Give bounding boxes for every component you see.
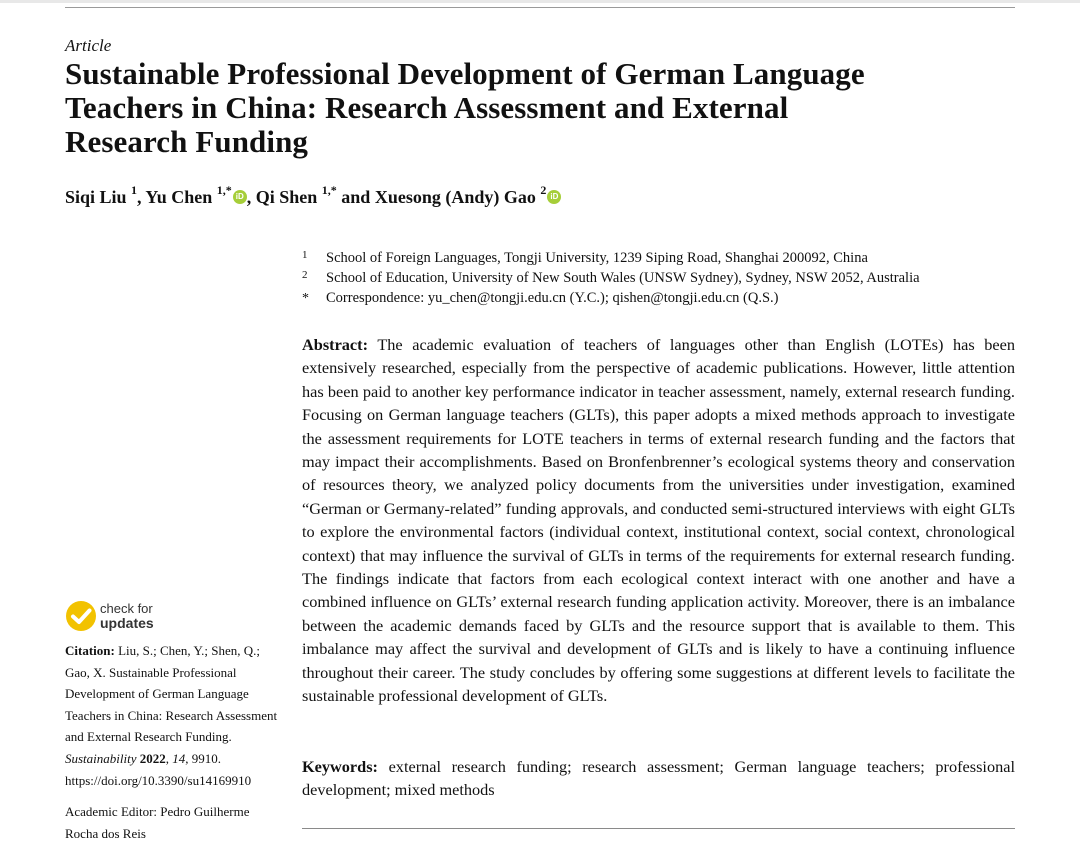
correspondence-text[interactable]: Correspondence: yu_chen@tongji.edu.cn (Y.C.); qishen@tongji.edu.cn (Q.S.) — [326, 290, 779, 306]
title-line: Sustainable Professional Development of German Language — [65, 56, 865, 91]
keywords-label: Keywords: — [302, 757, 378, 776]
author-name[interactable]: Yu Chen — [145, 187, 213, 207]
citation-volume: 14 — [172, 750, 186, 766]
author-affiliation-mark: 1,* — [321, 183, 337, 197]
citation-block: Citation: Liu, S.; Chen, Y.; Shen, Q.; Gao, X. Sustainable Professional Development of German Language Teachers in China: Research Assessment and External Research Funding. Sustainability 2022, 14, 9910. https://doi.org/10.3390/su14169910 — [65, 643, 278, 788]
citation-label: Citation: — [65, 643, 115, 658]
abstract-label: Abstract: — [302, 335, 369, 354]
affiliation-item — [302, 268, 920, 288]
author-separator: , — [246, 187, 256, 207]
citation-journal: Sustainability — [65, 750, 137, 766]
affiliation-mark: 2 — [302, 269, 308, 281]
affiliation-item — [302, 248, 920, 268]
keywords — [302, 755, 1015, 802]
affiliation-text: School of Education, University of New South Wales (UNSW Sydney), Sydney, NSW 2052, Australia — [326, 270, 920, 286]
author-name[interactable]: Xuesong (Andy) Gao — [374, 187, 536, 207]
author-separator: and — [336, 187, 375, 207]
orcid-icon[interactable]: iD — [233, 190, 247, 204]
keywords-text: external research funding; research assessment; German language teachers; professional development; mixed methods — [302, 757, 1015, 800]
paper-title — [65, 57, 1005, 159]
doi-link[interactable]: https://doi.org/10.3390/su14169910 — [65, 772, 252, 788]
author-affiliation-mark: 1,* — [216, 183, 232, 197]
article-type: Article — [65, 36, 112, 55]
affiliation-mark: 1 — [302, 249, 308, 261]
academic-editor: Academic Editor: Pedro Guilherme Rocha dos Reis — [65, 804, 250, 841]
author-name[interactable]: Siqi Liu — [65, 187, 127, 207]
affiliation-list — [302, 248, 920, 310]
header-rule — [65, 7, 1015, 8]
page-edge — [0, 0, 1080, 3]
author-affiliation-mark: 1 — [131, 183, 138, 197]
title-line: Teachers in China: Research Assessment and External — [65, 90, 789, 125]
author-affiliation-mark: 2 — [540, 183, 547, 197]
section-rule — [302, 828, 1015, 829]
check-updates-icon — [65, 600, 97, 632]
check-updates-text — [100, 602, 154, 630]
citation-text: Liu, S.; Chen, Y.; Shen, Q.; Gao, X. Sustainable Professional Development of German Language Teachers in China: Research Assessment and External Research Funding. — [65, 643, 278, 745]
affiliation-text: School of Foreign Languages, Tongji University, 1239 Siping Road, Shanghai 200092, China — [326, 250, 868, 266]
check-updates-line1: check for — [100, 601, 153, 616]
abstract-text: The academic evaluation of teachers of languages other than English (LOTEs) has been extensively researched, especially from the perspective of academic publications. However, little attention has been paid to another key performance indicator in teacher assessment, namely, external research funding. Focusing on German language teachers (GLTs), this paper adopts a mixed methods approach to investigate the assessment requirements for LOTE teachers in terms of external research funding and the factors that may impact their accomplishments. Based on Bronfenbrenner’s ecological systems theory and conservation of resources theory, we analyzed policy documents from the universities under investigation, examined “German or Germany-related” funding approvals, and conducted semi-structured interviews with eight GLTs to explore the environmental factors (individual context, institutional context, social context, chronological context) that may influence the survival of GLTs in terms of the requirements for external research funding. The findings indicate that factors from each ecological context interact with one another and have a combined influence on GLTs’ external research funding application activity. Moreover, there is an imbalance between the academic demands faced by GLTs and the resource support that is available to them. This imbalance may affect the survival and development of GLTs and is likely to have a continuing influence throughout their career. The study concludes by offering some suggestions at different levels to facilitate the sustainable professional development of GLTs. — [302, 335, 1015, 706]
affiliation-item — [302, 288, 920, 310]
check-updates-line2: updates — [100, 615, 154, 631]
abstract — [302, 333, 1015, 708]
affiliation-mark: * — [302, 291, 309, 306]
check-for-updates-badge[interactable] — [65, 600, 154, 632]
orcid-icon[interactable]: iD — [547, 190, 561, 204]
author-name[interactable]: Qi Shen — [255, 187, 318, 207]
title-line: Research Funding — [65, 124, 309, 159]
citation-year: 2022 — [139, 750, 166, 766]
author-list — [65, 185, 561, 208]
citation-pages: , 9910. — [185, 750, 221, 766]
author-separator: , — [137, 187, 146, 207]
